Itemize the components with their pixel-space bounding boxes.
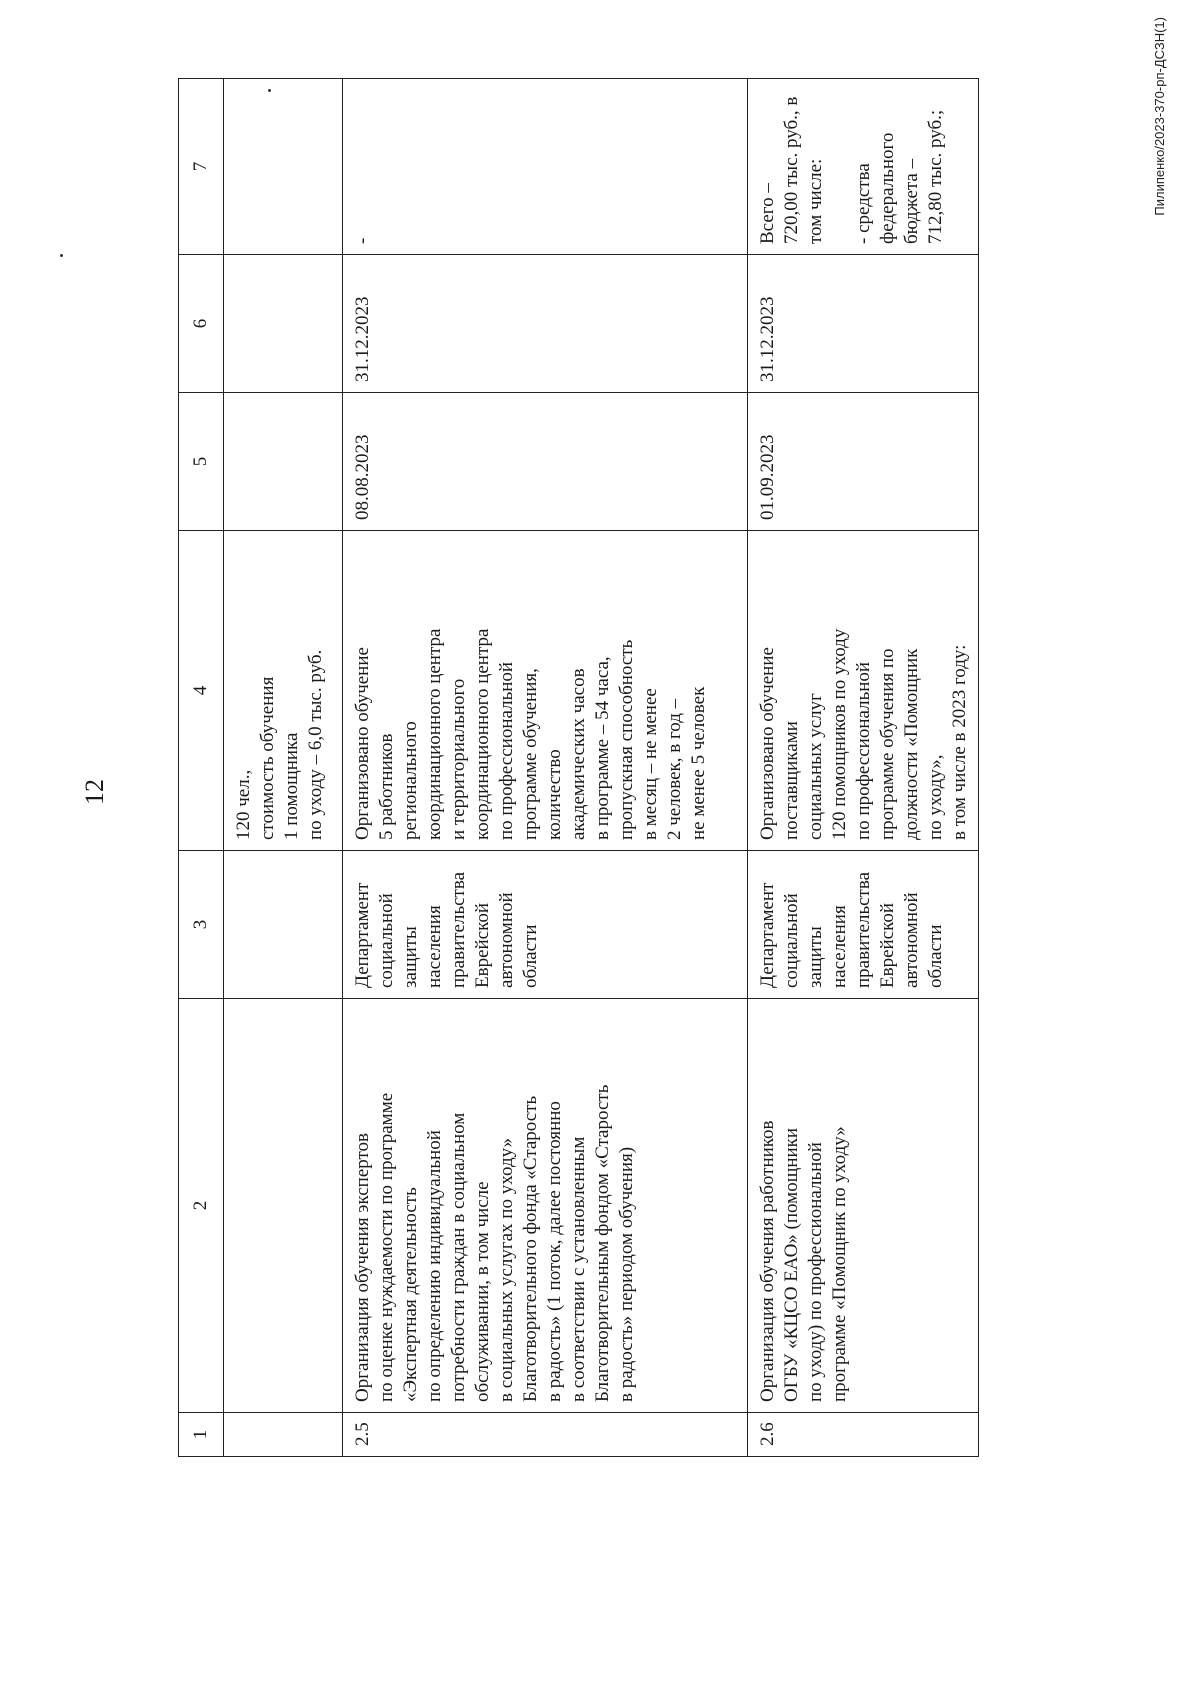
cell-item-number: 2.5	[343, 1413, 748, 1457]
cell-measure-name	[224, 999, 343, 1413]
cell-result: Организовано обучение поставщиками социальных услуг 120 помощников по уходу по профессиональной программе обучения по должности «Помощник по уходу», в том числе в 2023 году:	[748, 531, 979, 851]
header-cell-1: 1	[179, 1413, 224, 1457]
cell-end-date	[224, 255, 343, 393]
cell-funding: Всего – 720,00 тыс. руб., в том числе: - средства федерального бюджета – 712,80 тыс. руб.;	[748, 79, 979, 255]
measures-table	[178, 78, 979, 1457]
page-number: 12	[80, 779, 109, 805]
table-row-2-5	[343, 79, 748, 1457]
table-header-row	[179, 79, 224, 1457]
cell-result: Организовано обучение 5 работников регионального координационного центра и территориального координационного центра по профессиональной программе обучения, количество академических часов в программе – 54 часа, пропускная способность в месяц – не менее 2 человек, в год – не менее 5 человек	[343, 531, 748, 851]
header-cell-3: 3	[179, 851, 224, 999]
scan-speck	[60, 254, 63, 257]
cell-item-number: 2.6	[748, 1413, 979, 1457]
table-row-2-6	[748, 79, 979, 1457]
cell-start-date	[224, 393, 343, 531]
header-cell-7: 7	[179, 79, 224, 255]
cell-end-date: 31.12.2023	[748, 255, 979, 393]
cell-funding	[224, 79, 343, 255]
cell-start-date: 01.09.2023	[748, 393, 979, 531]
cell-responsible: Департамент социальной защиты населения правительства Еврейской автономной области	[343, 851, 748, 999]
document-code: Пилипенко/2023-370-рп-ДСЗН(1)	[1152, 17, 1167, 216]
cell-responsible	[224, 851, 343, 999]
header-cell-5: 5	[179, 393, 224, 531]
cell-result: 120 чел., стоимость обучения 1 помощника по уходу – 6,0 тыс. руб.	[224, 531, 343, 851]
header-cell-4: 4	[179, 531, 224, 851]
cell-item-number	[224, 1413, 343, 1457]
cell-measure-name: Организация обучения работников ОГБУ «КЦСО ЕАО» (помощники по уходу) по профессиональной программе «Помощник по уходу»	[748, 999, 979, 1413]
header-cell-6: 6	[179, 255, 224, 393]
cell-responsible: Департамент социальной защиты населения правительства Еврейской автономной области	[748, 851, 979, 999]
cell-start-date: 08.08.2023	[343, 393, 748, 531]
cell-measure-name: Организация обучения экспертов по оценке нуждаемости по программе «Экспертная деятельность по определению индивидуальной потребности граждан в социальном обслуживании, в том числе в социальных услугах по уходу» Благотворительного фонда «Старость в радость» (1 поток, далее постоянно в соответствии с установленным Благотворительным фондом «Старость в радость» периодом обучения)	[343, 999, 748, 1413]
table-row-continuation	[224, 79, 343, 1457]
cell-funding: -	[343, 79, 748, 255]
cell-end-date: 31.12.2023	[343, 255, 748, 393]
header-cell-2: 2	[179, 999, 224, 1413]
